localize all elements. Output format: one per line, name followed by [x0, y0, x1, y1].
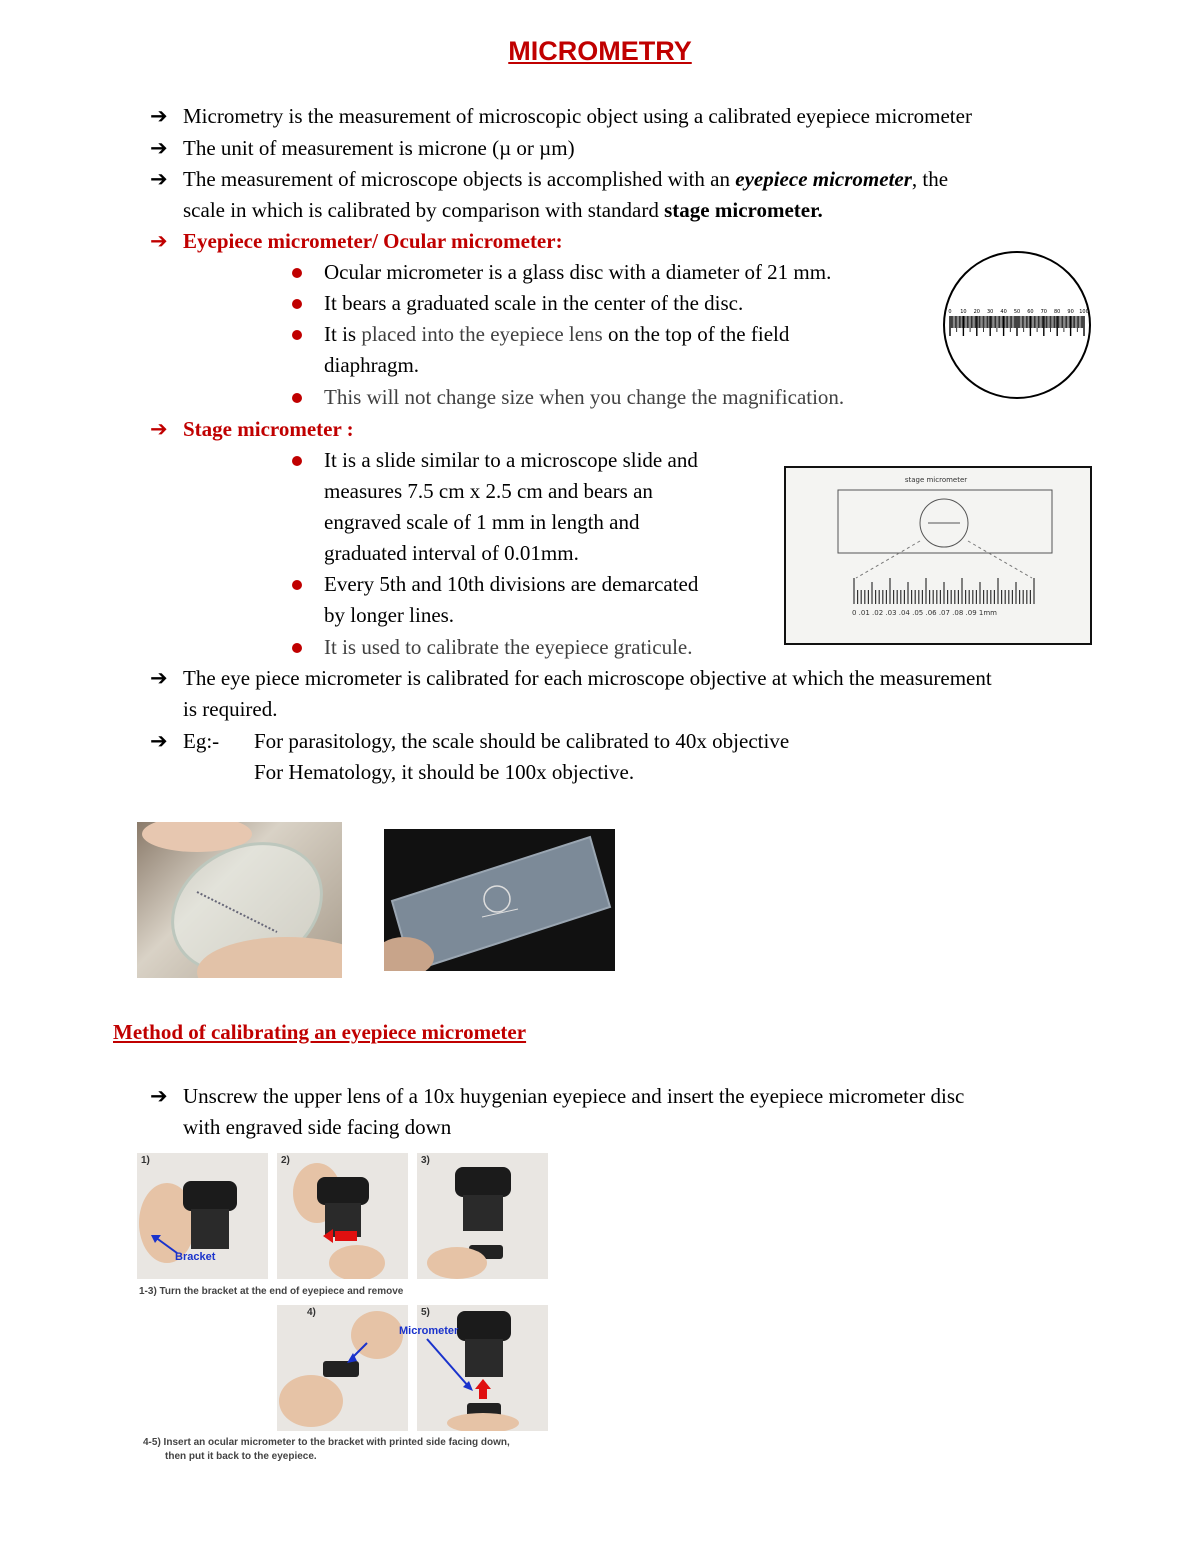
intro-line-3b: eyepiece micrometer [735, 167, 912, 191]
intro-line-4b: stage micrometer. [664, 198, 823, 222]
eyepiece-bullet-1: Ocular micrometer is a glass disc with a diameter of 21 mm. [324, 260, 832, 284]
eyepiece-bullet-3b: placed into the eyepiece lens [361, 322, 603, 346]
arrow-bullet-icon: ➔ [150, 167, 168, 191]
method-step-1a: Unscrew the upper lens of a 10x huygenian eyepiece and insert the eyepiece micrometer disc [183, 1084, 965, 1108]
step-label-2: 2) [281, 1155, 290, 1166]
red-dot-bullet-icon [292, 330, 302, 340]
eyepiece-bullet-2: It bears a graduated scale in the center of the disc. [324, 291, 744, 315]
intro-line-3a: The measurement of microscope objects is accomplished with an [183, 167, 736, 191]
eyepiece-bullet-3d: diaphragm. [324, 353, 420, 377]
ocular-scale-number: 80 [1054, 309, 1061, 315]
intro-line-4a: scale in which is calibrated by comparison with standard [183, 198, 665, 222]
red-dot-bullet-icon [292, 580, 302, 590]
stage-bullet-1b: measures 7.5 cm x 2.5 cm and bears an [324, 479, 653, 503]
red-dot-bullet-icon [292, 393, 302, 403]
eyepiece-bullet-3a: It is [324, 322, 362, 346]
stage-slide-photo [384, 829, 615, 971]
stage-bullet-2b: by longer lines. [324, 603, 455, 627]
stage-bullet-1a: It is a slide similar to a microscope slide and [324, 448, 698, 472]
arrow-bullet-icon: ➔ [150, 136, 168, 160]
stage-figure-label: stage micrometer [904, 476, 968, 484]
stage-micrometer-figure [784, 466, 1092, 645]
stage-bullet-3: It is used to calibrate the eyepiece graticule. [324, 635, 693, 659]
stage-bullet-1d: graduated interval of 0.01mm. [324, 541, 579, 565]
stage-heading: Stage micrometer : [183, 417, 354, 441]
page-title: MICROMETRY [508, 36, 692, 66]
bracket-label: Bracket [175, 1251, 216, 1263]
stage-micrometer-diagram [786, 468, 1090, 643]
stage-bullet-1c: engraved scale of 1 mm in length and [324, 510, 640, 534]
intro-line-2: The unit of measurement is microne (µ or µm) [183, 136, 575, 160]
arrow-bullet-icon: ➔ [150, 104, 168, 128]
ocular-micrometer-figure [942, 250, 1092, 400]
ocular-scale-number: 40 [1000, 309, 1007, 315]
intro-line-4 [183, 198, 823, 222]
method-heading: Method of calibrating an eyepiece micrometer [113, 1020, 527, 1044]
calib-line-2: is required. [183, 697, 278, 721]
eg-label: Eg:- [183, 729, 220, 753]
eyepiece-bullet-3 [324, 322, 789, 346]
calib-line-1: The eye piece micrometer is calibrated for each microscope objective at which the measurement [183, 666, 992, 690]
ocular-scale-number: 10 [960, 309, 967, 315]
ocular-scale-number: 20 [973, 309, 980, 315]
red-dot-bullet-icon [292, 456, 302, 466]
red-dot-bullet-icon [292, 643, 302, 653]
stage-figure-scale: 0 .01 .02 .03 .04 .05 .06 .07 .08 .09 1mm [852, 609, 997, 617]
eyepiece-bullet-3c: on the top of the field [602, 322, 790, 346]
method-step-1b: with engraved side facing down [183, 1115, 452, 1139]
ocular-disc-photo [137, 822, 342, 978]
micrometer-label: Micrometer [399, 1325, 459, 1337]
step-2-photo [277, 1153, 408, 1279]
step-label-4: 4) [307, 1307, 316, 1318]
eyepiece-steps-figure [137, 1153, 548, 1465]
arrow-bullet-icon: ➔ [150, 666, 168, 690]
steps-caption-2a: 4-5) Insert an ocular micrometer to the bracket with printed side facing down, [143, 1437, 510, 1448]
step-label-3: 3) [421, 1155, 430, 1166]
intro-line-3c: , the [911, 167, 949, 191]
intro-line-3 [183, 167, 948, 191]
steps-caption-2b: then put it back to the eyepiece. [165, 1451, 317, 1462]
eg-line-1: For parasitology, the scale should be calibrated to 40x objective [254, 729, 790, 753]
arrow-bullet-icon: ➔ [150, 729, 168, 753]
arrow-bullet-icon: ➔ [150, 229, 168, 253]
arrow-bullet-icon: ➔ [150, 1084, 168, 1108]
step-label-5: 5) [421, 1307, 430, 1318]
eg-line-2: For Hematology, it should be 100x objective. [254, 760, 635, 784]
stage-bullet-2a: Every 5th and 10th divisions are demarcated [324, 572, 699, 596]
ocular-scale-number: 0 [948, 309, 952, 315]
red-dot-bullet-icon [292, 268, 302, 278]
ocular-scale-number: 60 [1027, 309, 1034, 315]
arrow-bullet-icon: ➔ [150, 417, 168, 441]
steps-caption-1: 1-3) Turn the bracket at the end of eyepiece and remove [139, 1286, 404, 1297]
ocular-scale-number: 50 [1013, 309, 1021, 315]
ocular-scale-number: 30 [987, 309, 994, 315]
ocular-disc-diagram [942, 250, 1092, 400]
eyepiece-bullet-4: This will not change size when you change the magnification. [324, 385, 845, 409]
ocular-scale-number: 100 [1079, 309, 1089, 315]
intro-line-1: Micrometry is the measurement of microscopic object using a calibrated eyepiece micrometer [183, 104, 972, 128]
red-dot-bullet-icon [292, 299, 302, 309]
eyepiece-heading: Eyepiece micrometer/ Ocular micrometer: [183, 229, 563, 253]
step-4-photo [277, 1305, 408, 1431]
ocular-scale-number: 90 [1067, 309, 1074, 315]
ocular-scale-number: 70 [1040, 309, 1047, 315]
step-3-photo [417, 1153, 548, 1279]
step-label-1: 1) [141, 1155, 150, 1166]
step-5-photo [417, 1305, 548, 1431]
